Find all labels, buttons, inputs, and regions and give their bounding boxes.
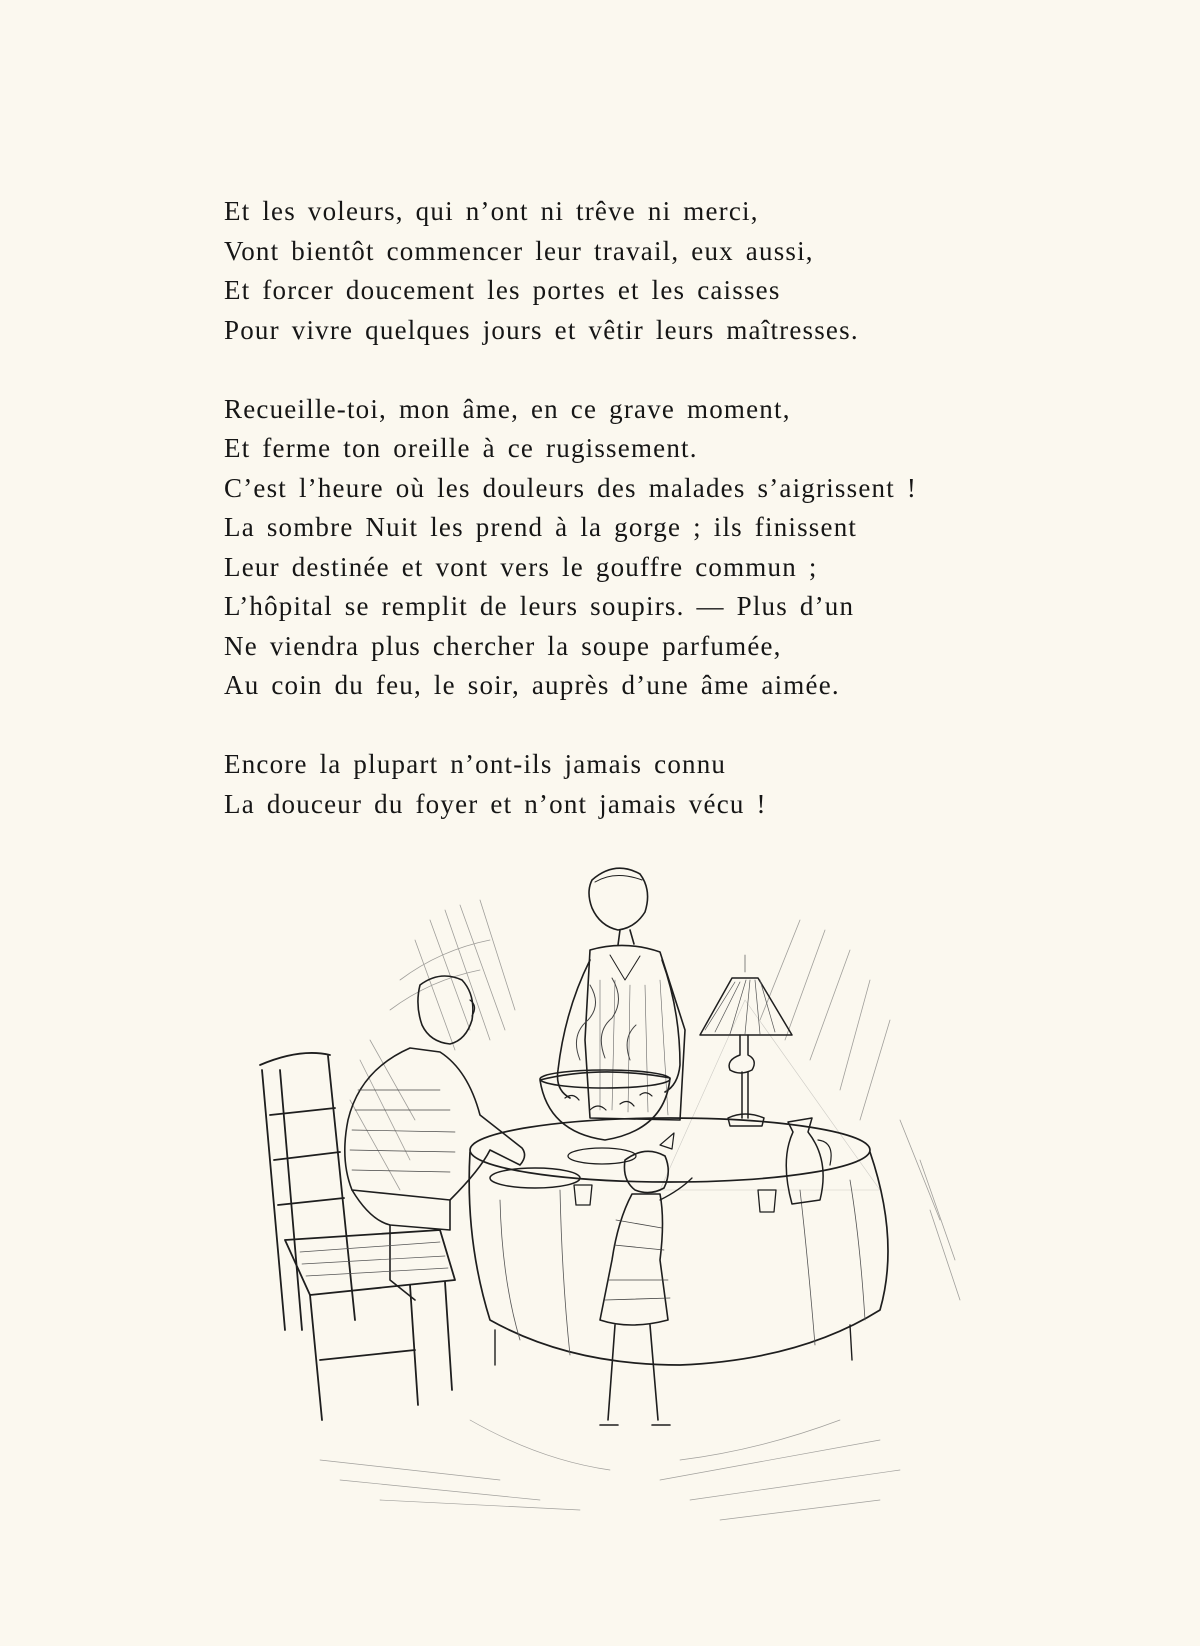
poem-line: Au coin du feu, le soir, auprès d’une âme aimée. bbox=[224, 670, 840, 700]
poem-line: C’est l’heure où les douleurs des malades s’aigrissent ! bbox=[224, 472, 918, 503]
poem-line: Et forcer doucement les portes et les caisses bbox=[224, 275, 781, 305]
poem-line: La douceur du foyer et n’ont jamais vécu ! bbox=[224, 788, 767, 819]
round-table bbox=[469, 1118, 888, 1365]
water-pitcher bbox=[786, 1118, 831, 1204]
oil-lamp bbox=[700, 955, 792, 1126]
poem-line: Ne viendra plus chercher la soupe parfumée, bbox=[224, 630, 782, 661]
etching-illustration bbox=[240, 860, 1000, 1590]
man-figure bbox=[345, 976, 525, 1300]
poem-line: Et les voleurs, qui n’ont ni trêve ni merci, bbox=[224, 196, 759, 226]
stanza-2 bbox=[224, 390, 984, 706]
glasses bbox=[574, 1185, 776, 1212]
second-plate bbox=[568, 1148, 636, 1164]
poem-line: Leur destinée et vont vers le gouffre commun ; bbox=[224, 551, 818, 582]
poem-line: Recueille-toi, mon âme, en ce grave moment, bbox=[224, 393, 791, 424]
poem-text bbox=[224, 192, 984, 824]
lamp-light-cone bbox=[660, 1000, 880, 1190]
stanza-1 bbox=[224, 192, 984, 350]
stanza-3 bbox=[224, 745, 984, 824]
poem-line: Encore la plupart n’ont-ils jamais connu bbox=[224, 749, 727, 779]
poem-line: La sombre Nuit les prend à la gorge ; ils finissent bbox=[224, 512, 858, 542]
poem-line: L’hôpital se remplit de leurs soupirs. — Plus d’un bbox=[224, 591, 855, 621]
poem-line: Vont bientôt commencer leur travail, eux aussi, bbox=[224, 235, 814, 266]
floor-hatching bbox=[320, 1420, 900, 1520]
child-figure bbox=[600, 1133, 692, 1425]
background-hatching bbox=[350, 900, 960, 1300]
poem-line: Pour vivre quelques jours et vêtir leurs maîtresses. bbox=[224, 314, 859, 345]
family-dinner-etching bbox=[240, 860, 1000, 1590]
wooden-chair bbox=[260, 1053, 455, 1420]
poem-line: Et ferme ton oreille à ce rugissement. bbox=[224, 433, 698, 463]
